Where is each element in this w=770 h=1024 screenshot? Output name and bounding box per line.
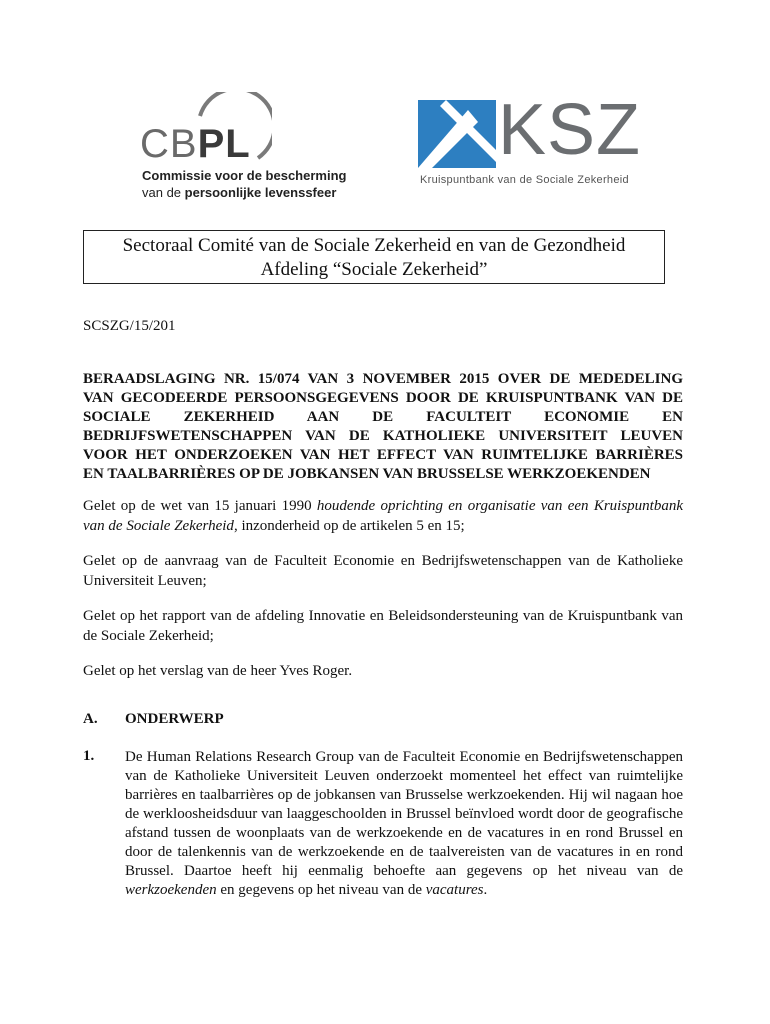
- cbpl-logo: [140, 92, 347, 202]
- ksz-wordmark: KSZ: [498, 90, 642, 170]
- paragraph-report: Gelet op het rapport van de afdeling Innovatie en Beleidsondersteuning van de Kruispuntbank van de Sociale Zekerheid;: [83, 608, 683, 644]
- heading-line: BERAADSLAGING NR. 15/074 VAN 3 NOVEMBER 2015 OVER DE MEDEDELING: [83, 371, 683, 387]
- ksz-subtitle: Kruispuntbank van de Sociale Zekerheid: [420, 174, 629, 186]
- cbpl-tagline-2: van de persoonlijke levenssfeer: [142, 185, 337, 200]
- document-title-box: [83, 230, 665, 284]
- heading-line: BEDRIJFSWETENSCHAPPEN VAN DE KATHOLIEKE UNIVERSITEIT LEUVEN: [83, 428, 683, 444]
- heading-line: EN TAALBARRIÈRES OP DE JOBKANSEN VAN BRUSSELSE WERKZOEKENDEN: [83, 466, 651, 482]
- section-title: ONDERWERP: [125, 711, 224, 727]
- item-text: De Human Relations Research Group van de Faculteit Economie en Bedrijfswetenschappen van de Katholieke Universiteit Leuven onderzoekt momenteel het effect van ruimtelijke barrières en taalbarrières op de jobkansen van Brusselse werkzoekenden. Hij wil nagaan hoe de werkloosheidsduur van laaggeschoolden in Brussel beïnvloed wordt door de geografische afstand tussen de woonplaats van de werkzoekende en de vacatures in en rond Brussel en door de talenkennis van de werkzoekende en de taalvereisten van de vacatures in en rond Brussel. Daartoe heeft hij eenmalig behoefte aan gegevens op het niveau van de werkzoekenden en gegevens op het niveau van de vacatures.: [125, 749, 683, 898]
- heading-line: VAN GECODEERDE PERSOONSGEGEVENS DOOR DE KRUISPUNTBANK VAN DE: [83, 390, 683, 406]
- section-number: A.: [83, 711, 98, 727]
- heading-line: VOOR HET ONDERZOEKEN VAN HET EFFECT VAN RUIMTELIJKE BARRIÈRES: [83, 447, 683, 463]
- item-number: 1.: [83, 748, 95, 764]
- paragraph-legal-basis: Gelet op de wet van 15 januari 1990 houdende oprichting en organisatie van een Kruispuntbank van de Sociale Zekerheid, inzonderheid op de artikelen 5 en 15;: [83, 498, 683, 534]
- cbpl-tagline-1: Commissie voor de bescherming: [142, 168, 347, 183]
- title-line-1: Sectoraal Comité van de Sociale Zekerheid en van de Gezondheid: [122, 235, 626, 256]
- heading-line: SOCIALE ZEKERHEID AAN DE FACULTEIT ECONOMIE EN: [83, 409, 683, 425]
- deliberation-heading: [83, 370, 683, 484]
- ksz-emblem-icon: [418, 100, 496, 168]
- paragraph-request: Gelet op de aanvraag van de Faculteit Economie en Bedrijfswetenschappen van de Katholieke Universiteit Leuven;: [83, 553, 683, 589]
- paragraph-rapporteur: Gelet op het verslag van de heer Yves Roger.: [83, 663, 353, 679]
- ksz-logo: [418, 90, 648, 195]
- reference-number: SCSZG/15/201: [83, 318, 176, 334]
- cbpl-wordmark: CBPL: [140, 122, 251, 166]
- title-line-2: Afdeling “Sociale Zekerheid”: [260, 259, 488, 280]
